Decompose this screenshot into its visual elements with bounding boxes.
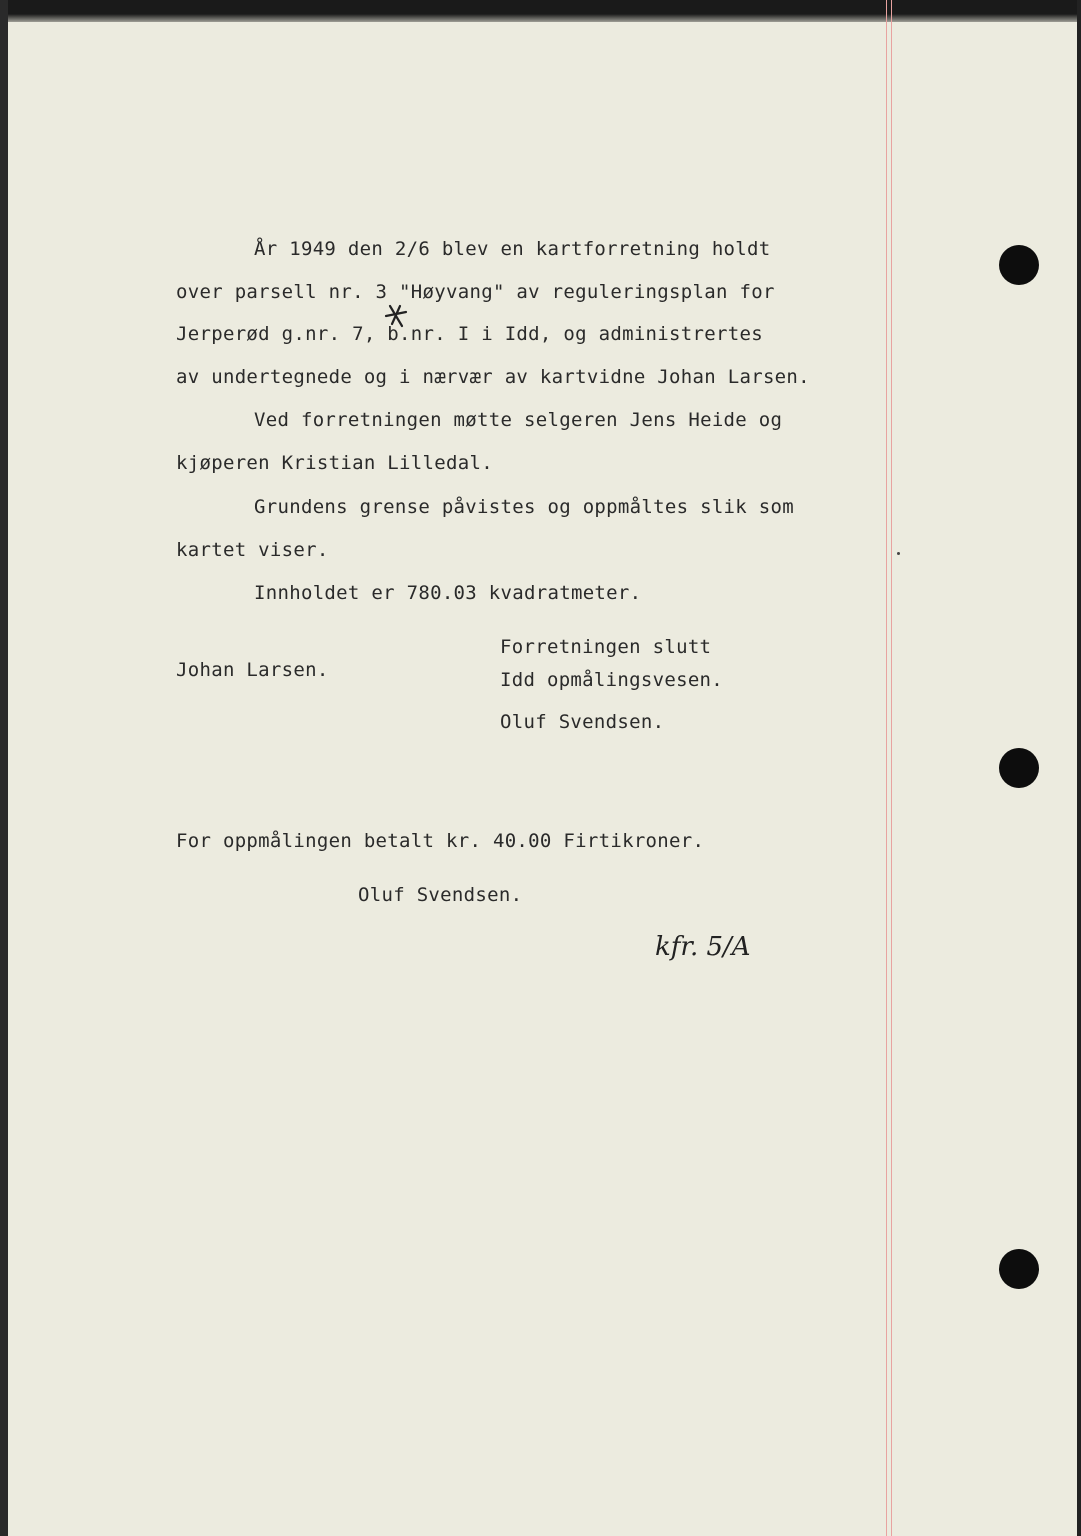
- scan-left-edge: [0, 0, 8, 1536]
- paragraph-2-line-2: kjøperen Kristian Lilledal.: [176, 452, 493, 474]
- witness-signature: Johan Larsen.: [176, 659, 329, 681]
- paragraph-1-line-3: Jerperød g.nr. 7, b.nr. I i Idd, og administrertes: [176, 323, 763, 345]
- scan-right-edge: [1077, 0, 1081, 1536]
- punch-hole-icon: [999, 1249, 1039, 1289]
- paragraph-2-line-1: Ved forretningen møtte selgeren Jens Heide og: [254, 409, 783, 431]
- paragraph-1-line-2: over parsell nr. 3 "Høyvang" av reguleringsplan for: [176, 281, 775, 303]
- scan-top-edge: [0, 0, 1081, 22]
- paragraph-3-line-1: Grundens grense påvistes og oppmåltes slik som: [254, 496, 794, 518]
- paragraph-1-line-4: av undertegnede og i nærvær av kartvidne Johan Larsen.: [176, 366, 810, 388]
- punch-hole-icon: [999, 748, 1039, 788]
- handwritten-note: kfr. 5/A: [655, 932, 751, 962]
- punch-hole-icon: [999, 245, 1039, 285]
- paragraph-1-line-1: År 1949 den 2/6 blev en kartforretning holdt: [254, 238, 771, 260]
- margin-line: [891, 0, 892, 1536]
- insertion-mark-icon: [382, 302, 410, 330]
- margin-line: [886, 0, 887, 1536]
- paper-speck: [897, 552, 900, 555]
- paragraph-4-line-1: Innholdet er 780.03 kvadratmeter.: [254, 582, 642, 604]
- surveyor-signature: Oluf Svendsen.: [500, 711, 665, 733]
- payment-signature: Oluf Svendsen.: [358, 884, 523, 906]
- closing-line-1: Forretningen slutt: [500, 636, 712, 658]
- payment-line: For oppmålingen betalt kr. 40.00 Firtikroner.: [176, 830, 705, 852]
- closing-line-2: Idd opmålingsvesen.: [500, 669, 724, 691]
- paragraph-3-line-2: kartet viser.: [176, 539, 329, 561]
